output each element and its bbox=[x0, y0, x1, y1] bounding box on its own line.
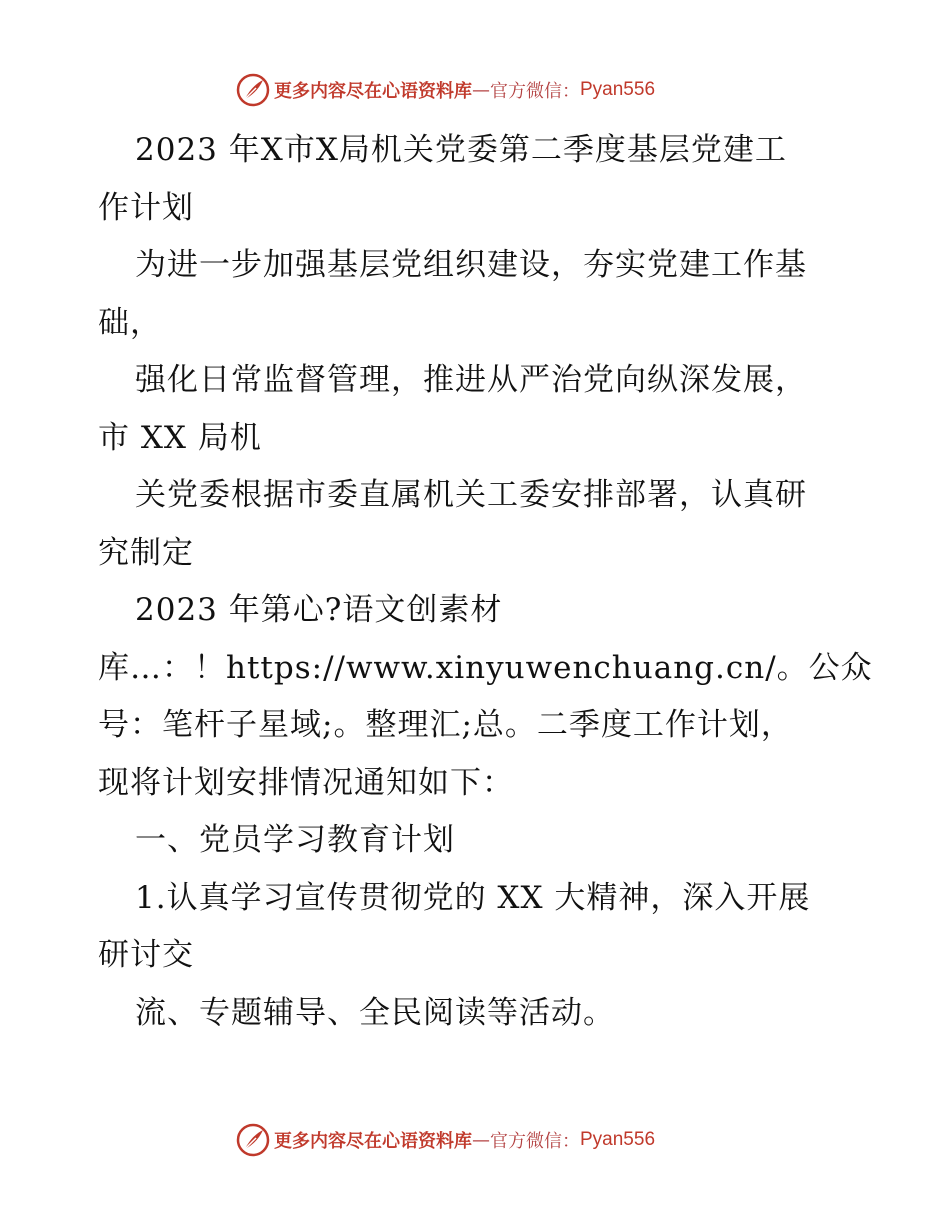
paragraph-line: 强化日常监督管理，推进从严治党向纵深发展， bbox=[135, 362, 807, 398]
paragraph-line: 关党委根据市委直属机关工委安排部署，认真研 bbox=[135, 477, 807, 513]
paragraph-line: 市 XX 局机 bbox=[98, 419, 262, 456]
header-watermark bbox=[236, 73, 655, 107]
paragraph-line: 现将计划安排情况通知如下： bbox=[98, 764, 514, 801]
paragraph-line: 究制定 bbox=[98, 534, 194, 571]
watermark-wechat-id: Pyan556 bbox=[580, 1129, 656, 1150]
paragraph-line: 库…：！https://www.xinyuwenchuang.cn/。公众 bbox=[98, 649, 873, 686]
watermark-brand: 更多内容尽在心语资料库 bbox=[274, 81, 472, 102]
watermark-wechat-id: Pyan556 bbox=[580, 79, 656, 100]
list-item-continuation: 研讨交 bbox=[98, 937, 194, 973]
watermark-brand: 更多内容尽在心语资料库 bbox=[274, 1131, 472, 1152]
feather-pen-icon bbox=[236, 73, 270, 107]
paragraph-line: 础， bbox=[98, 304, 162, 341]
list-item-continuation: 流、专题辅导、全民阅读等活动。 bbox=[135, 994, 615, 1031]
paragraph-line: 号：笔杆子星域;。整理汇;总。二季度工作计划， bbox=[98, 707, 793, 743]
feather-pen-icon bbox=[236, 1123, 270, 1157]
title-line-2: 作计划 bbox=[98, 189, 194, 226]
section-heading: 一、党员学习教育计划 bbox=[135, 822, 455, 858]
paragraph-line: 为进一步加强基层党组织建设，夯实党建工作基 bbox=[135, 247, 807, 283]
watermark-label: 官方微信： bbox=[490, 81, 580, 102]
watermark-separator: — bbox=[472, 79, 490, 101]
list-item: 1.认真学习宣传贯彻党的 XX 大精神，深入开展 bbox=[135, 879, 811, 916]
footer-watermark bbox=[236, 1123, 655, 1157]
watermark-separator: — bbox=[472, 1129, 490, 1151]
watermark-label: 官方微信： bbox=[490, 1131, 580, 1152]
title-line-1: 2023 年X市X局机关党委第二季度基层党建工 bbox=[135, 132, 787, 168]
paragraph-line: 2023 年第心?语文创素材 bbox=[135, 592, 503, 628]
document-body bbox=[98, 122, 873, 1042]
